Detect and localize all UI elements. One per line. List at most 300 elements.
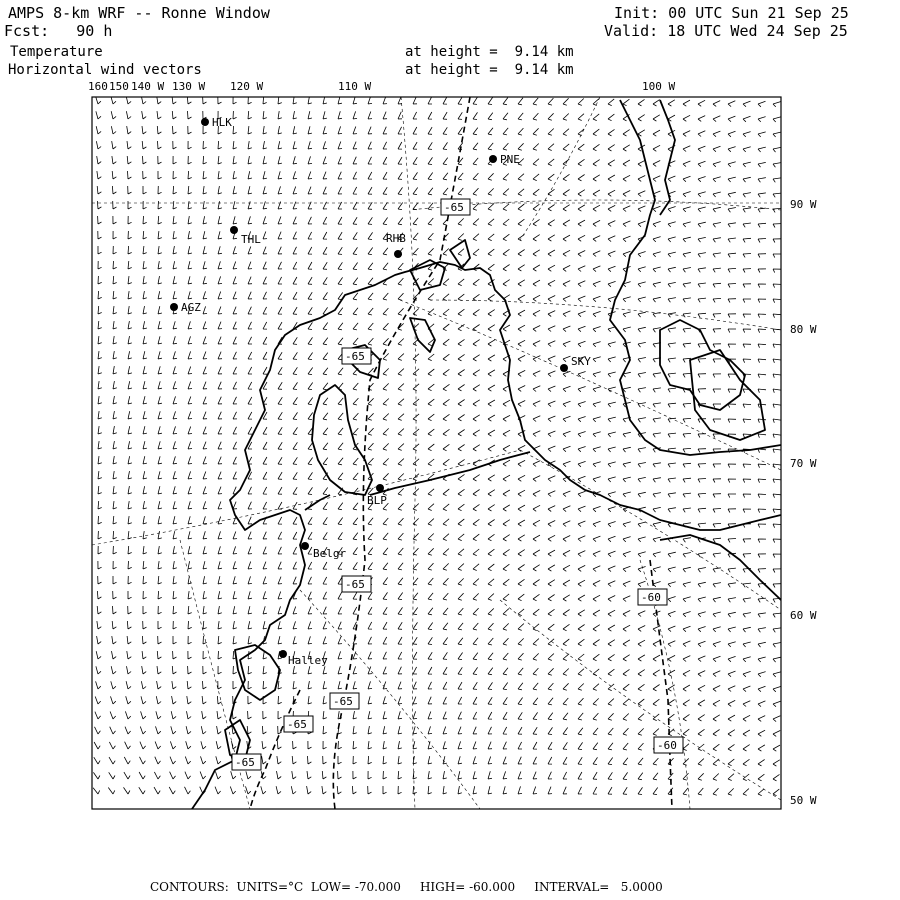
wind-barb [593,757,598,764]
wind-barb [518,295,525,301]
wind-barb [110,727,116,734]
wind-barb [773,269,781,273]
wind-barb [398,444,404,451]
wind-barb [473,742,477,750]
wind-barb [293,607,297,615]
wind-barb [108,788,115,795]
wind-barb [728,329,736,333]
wind-barb [173,606,177,614]
wind-barb [98,396,102,404]
wind-barb [308,443,313,450]
wind-barb [338,741,342,749]
wind-barb [398,563,403,570]
wind-barb [533,609,539,616]
wind-barb [293,217,297,224]
wind-barb [563,506,570,512]
wind-barb [187,681,191,689]
wind-barb [758,434,766,438]
wind-barb [323,741,327,749]
wind-barb [203,141,207,149]
wind-barb [608,596,615,602]
wind-barb [293,352,297,359]
wind-barb [203,516,207,524]
wind-barb [743,193,751,198]
wind-barb [533,174,539,181]
wind-barb [668,611,676,616]
wind-barb [758,524,766,528]
wind-barb [124,772,130,779]
wind-barb [503,143,508,150]
height-label-wind: at height = 9.14 km [405,62,574,78]
wind-barb [563,159,569,166]
wind-barb [698,222,706,227]
wind-barb [653,388,661,392]
wind-barb [683,403,691,407]
wind-barb [638,191,645,197]
wind-barb [338,398,343,405]
wind-barb [443,414,450,421]
wind-barb [248,262,252,269]
wind-barb [548,431,555,437]
wind-barb [728,700,735,706]
wind-barb [548,550,555,556]
wind-barb [533,580,540,586]
wind-barb [728,101,735,107]
wind-barb [97,171,101,179]
wind-barb [548,491,555,497]
wind-barb [172,666,176,674]
wind-barb [353,383,358,390]
wind-barb [97,621,101,629]
wind-barb [97,186,101,194]
wind-barb [548,595,555,601]
wind-barb [593,99,599,106]
wind-barb [443,158,448,165]
wind-barb [188,427,192,435]
wind-barb [292,756,296,764]
wind-barb [548,668,554,675]
wind-barb [638,655,645,661]
wind-barb [683,298,691,302]
wind-barb [139,787,145,794]
wind-barb [743,404,751,408]
wind-barb [668,478,676,482]
wind-barb [203,472,207,480]
wind-barb [458,519,464,526]
wind-barb [728,715,735,721]
wind-barb [473,234,479,241]
wind-barb [563,144,569,151]
wind-barb [173,351,177,359]
wind-barb [248,156,252,164]
wind-barb [428,771,432,779]
wind-barb [158,441,162,449]
wind-barb [293,457,297,464]
wind-barb [488,727,492,734]
wind-barb [548,609,555,616]
wind-barb [728,568,736,572]
wind-barb [593,205,600,211]
wind-barb [428,429,434,436]
wind-barb [698,641,706,647]
wind-barb [488,430,495,436]
wind-barb [443,444,449,451]
wind-barb [473,128,478,135]
wind-barb [683,222,691,227]
wind-barb [578,190,585,196]
wind-barb [608,772,612,779]
wind-barb [203,352,207,360]
wind-barb [458,127,463,134]
wind-barb [668,493,676,498]
wind-barb [473,549,479,556]
wind-barb [128,381,132,389]
wind-barb [293,427,298,434]
wind-barb [308,696,312,704]
wind-barb [608,522,616,527]
wind-barb [698,100,705,106]
wind-barb [758,239,766,243]
wind-barb [683,448,691,452]
wind-barb [143,441,147,449]
wind-barb [126,111,131,119]
wind-barb [156,711,161,719]
wind-barb [188,531,192,539]
wind-barb [383,563,388,570]
wind-barb [428,741,432,749]
wind-barb [473,667,478,674]
wind-barb [368,786,372,794]
wind-barb [623,743,628,750]
wind-barb [548,144,554,151]
wind-barb [96,651,101,659]
wind-barb [337,786,341,794]
wind-barb [548,129,554,136]
wind-barb [113,366,117,374]
valid-time: Valid: 18 UTC Wed 24 Sep 25 [604,22,848,40]
wind-barb [728,404,736,408]
wind-barb [563,772,567,779]
wind-barb [383,607,387,614]
wind-barb [128,426,132,434]
wind-barb [308,577,312,584]
wind-barb [503,520,510,526]
wind-barb [548,713,553,720]
wind-barb [98,486,102,494]
wind-barb [293,487,297,494]
wind-barb [578,461,586,466]
wind-barb [713,523,721,527]
wind-barb [368,563,373,570]
wind-barb [353,711,357,719]
wind-barb [143,276,147,284]
wind-barb [338,458,343,465]
wind-barb [203,111,207,119]
wind-barb [713,494,721,498]
wind-barb [98,306,102,314]
wind-barb [653,145,660,151]
wind-barb [233,156,237,164]
wind-barb [368,142,372,149]
wind-barb [173,336,177,344]
wind-barb [93,788,100,794]
wind-barb [563,521,570,527]
wind-barb [773,299,781,303]
wind-barb [503,594,509,601]
wind-barb [428,682,432,689]
wind-barb [263,606,267,614]
wind-barb [308,156,312,164]
wind-barb [563,356,571,362]
wind-barb [593,772,597,779]
wind-barb [383,308,388,315]
wind-barb [308,187,312,194]
wind-barb [323,187,327,194]
wind-barb [383,202,387,209]
wind-barb [413,637,417,644]
wind-barb [683,252,691,257]
wind-barb [578,281,585,287]
wind-barb [293,636,297,644]
wind-barb [248,696,252,704]
wind-barb [203,322,207,330]
lon-label: 100 W [642,80,676,93]
wind-barb [503,638,509,645]
wind-barb [203,487,207,495]
wind-barb [473,460,480,466]
wind-barb [758,162,766,167]
wind-barb [503,460,510,466]
wind-barb [308,413,313,420]
wind-barb [473,771,477,779]
wind-barb [728,299,736,303]
wind-barb [398,354,404,361]
wind-barb [158,591,162,599]
wind-barb [248,322,252,329]
wind-barb [503,113,508,120]
wind-barb [263,352,267,359]
wind-barb [398,533,403,540]
wind-barb [758,479,766,483]
wind-barb [383,726,387,734]
station-dot-agz [170,303,178,311]
wind-barb [128,606,132,614]
wind-barb [578,417,586,422]
station-label-blp: BLP [367,494,387,507]
wind-barb [383,142,387,149]
wind-barb [353,263,358,270]
wind-barb [233,352,237,359]
wind-barb [248,532,252,539]
wind-barb [248,487,252,494]
wind-barb [563,787,567,794]
wind-barb [353,172,357,179]
wind-barb [263,171,267,179]
wind-barb [758,464,766,468]
wind-barb [608,221,615,227]
wind-barb [488,638,493,645]
wind-barb [758,716,765,722]
wind-barb [293,307,297,314]
wind-barb [97,606,101,614]
wind-barb [638,221,646,227]
wind-barb [653,161,660,167]
wind-barb [608,236,615,242]
wind-barb [593,684,599,691]
wind-barb [533,371,540,377]
wind-barb [95,697,101,705]
wind-barb [773,731,780,737]
wind-barb [203,651,207,659]
wind-barb [158,276,162,284]
wind-barb [653,522,661,527]
wind-barb [503,579,509,586]
wind-barb [278,277,282,284]
svg-text:-60: -60 [657,739,677,752]
wind-barb [683,612,691,617]
wind-barb [593,251,600,257]
wind-barb [413,97,417,104]
wind-barb [203,457,207,465]
wind-barb [623,714,629,721]
wind-barb [112,621,116,629]
wind-barb [458,188,463,195]
wind-barb [473,697,477,704]
wind-barb [248,247,252,255]
wind-barb [428,233,433,240]
wind-barb [293,577,297,584]
wind-barb [773,479,781,483]
wind-barb [173,126,177,134]
wind-barb [322,771,326,779]
wind-barb [128,471,132,479]
lon-label: 110 W [338,80,372,93]
wind-barb [203,606,207,614]
wind-barb [548,250,555,256]
wind-barb [548,280,555,286]
wind-barb [758,672,766,677]
wind-barb [428,459,434,466]
wind-barb [188,351,192,359]
wind-barb [173,651,177,659]
wind-barb [563,98,569,105]
wind-barb [143,261,147,269]
wind-barb [518,609,524,616]
wind-barb [683,729,689,736]
wind-barb [154,772,160,779]
wind-barb [623,522,631,527]
wind-barb [713,238,721,243]
wind-barb [473,143,478,150]
station-dot-blp [376,484,384,492]
wind-barb [503,219,509,226]
wind-barb [458,489,465,496]
wind-barb [98,231,102,239]
wind-barb [743,509,751,513]
wind-barb [113,231,117,239]
wind-barb [518,98,523,105]
wind-barb [398,474,404,481]
wind-barb [563,281,570,287]
map-title: AMPS 8-km WRF -- Ronne Window [8,4,270,22]
wind-barb [128,366,132,374]
wind-barb [353,157,357,164]
wind-barb [158,546,162,554]
wind-barb [623,462,631,467]
wind-barb [188,651,192,659]
wind-barb [548,446,555,452]
wind-barb [353,232,357,239]
wind-barb [713,538,721,542]
wind-barb [488,549,494,556]
wind-barb [653,537,661,542]
wind-barb [458,578,464,585]
wind-barb [623,669,630,676]
wind-barb [173,201,177,209]
contour-label [232,754,261,770]
wind-barb [93,772,100,779]
wind-barb [158,141,162,149]
wind-barb [728,671,736,677]
wind-barb [127,156,131,164]
wind-barb [307,786,312,794]
wind-barb [428,218,433,225]
wind-barb [743,657,751,662]
wind-barb [443,563,449,570]
wind-barb [278,621,282,629]
wind-barb [683,656,690,662]
wind-barb [323,756,327,764]
wind-barb [503,505,510,511]
wind-barb [218,352,222,359]
wind-barb [473,504,480,511]
svg-text:-60: -60 [641,591,661,604]
wind-barb [323,353,328,360]
wind-barb [413,622,418,629]
wind-barb [698,715,705,721]
wind-barb [713,700,720,706]
wind-barb [533,653,539,660]
wind-barb [248,517,252,524]
wind-barb [188,321,192,329]
wind-barb [128,561,132,569]
wind-barb [188,606,192,614]
wind-barb [383,368,389,375]
wind-barb [593,129,599,136]
lat-label: 50 W [790,794,817,807]
wind-barb [308,383,313,390]
wind-barb [109,772,115,779]
wind-barb [203,591,207,599]
wind-barb [188,261,192,269]
wind-barb [758,208,766,212]
wind-barb [743,299,751,303]
wind-barb [218,246,222,254]
wind-barb [458,445,465,451]
wind-barb [743,715,750,721]
wind-barb [743,686,750,692]
svg-text:-65: -65 [345,350,365,363]
wind-barb [368,217,372,224]
wind-barb [203,171,207,179]
wind-barb [126,696,131,704]
wind-barb [201,726,206,734]
wind-barb [158,321,162,329]
wind-barb [113,306,117,314]
wind-barb [338,622,342,629]
wind-barb [113,201,117,209]
wind-barb [113,351,117,359]
